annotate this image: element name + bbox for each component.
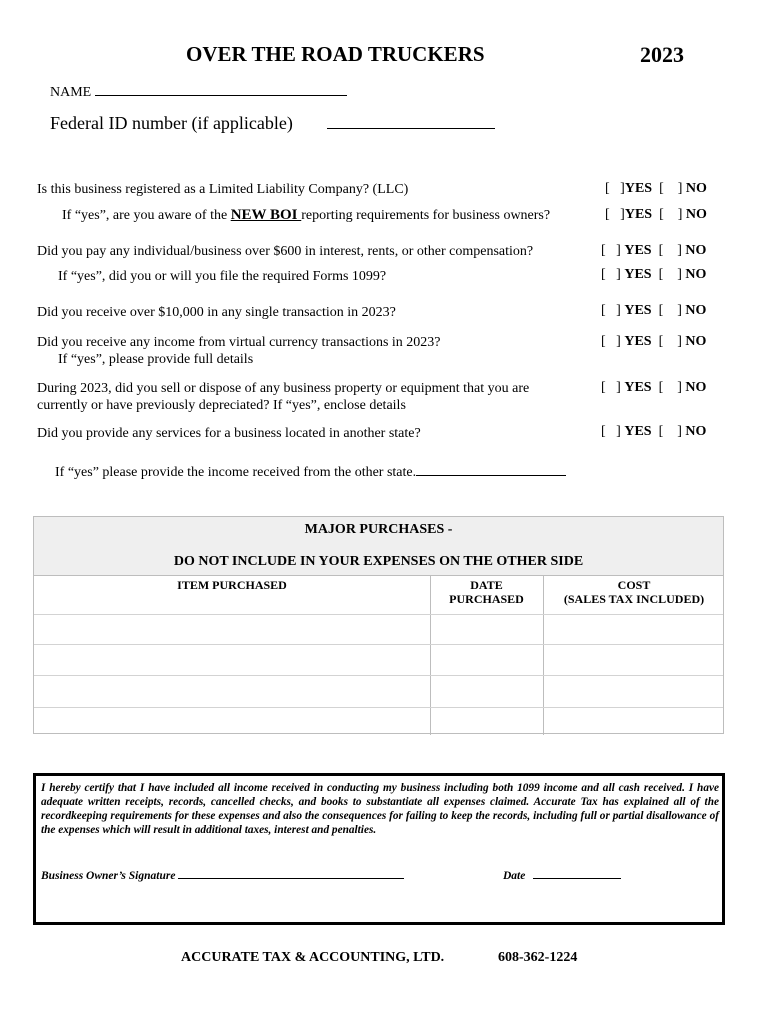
federal-id-field	[50, 111, 495, 134]
yesno-llc[interactable]: [ ]YES [ ] NO	[605, 181, 707, 196]
certification-box	[33, 773, 725, 925]
name-field	[50, 81, 347, 101]
federal-id-label: Federal ID number (if applicable)	[50, 113, 293, 133]
col-cost: COST (SALES TAX INCLUDED)	[563, 578, 705, 606]
question-10000: Did you receive over $10,000 in any single transaction in 2023?	[37, 305, 396, 320]
question-boi-pre: If “yes”, are you aware of the	[62, 208, 231, 223]
federal-id-line[interactable]	[327, 111, 495, 129]
yesno-virtual-currency[interactable]: [ ] YES [ ] NO	[601, 334, 707, 349]
date-field	[503, 867, 621, 882]
question-1099: If “yes”, did you or will you file the required Forms 1099?	[58, 269, 387, 284]
question-boi-highlight: NEW BOI	[230, 207, 302, 223]
other-state-income-field	[55, 461, 566, 481]
certification-text: I hereby certify that I have included all income received in conducting my business including both 1099 income and all cash received. I have adequate written receipts, records, cancelled checks, and books to substantiate all expenses claimed. Accurate Tax has explained all of the recordkeeping requirements for these expenses and also the consequences for failing to keep the records, including full or partial disallowance of the expenses which will result in additional taxes, interest and penalties.	[41, 782, 719, 836]
question-virtual-currency-details: If “yes”, please provide full details	[58, 352, 254, 367]
date-line[interactable]	[533, 867, 621, 879]
column-divider	[543, 575, 544, 735]
signature-line[interactable]	[178, 867, 404, 879]
no-label: NO	[685, 243, 707, 258]
major-purchases-title: MAJOR PURCHASES -	[304, 522, 453, 537]
yesno-10000[interactable]: [ ] YES [ ] NO	[601, 303, 707, 318]
owner-signature-field	[41, 867, 404, 882]
no-label: NO	[685, 267, 707, 282]
yes-label: YES	[624, 334, 652, 349]
yes-label: YES	[624, 207, 653, 222]
signature-label: Business Owner’s Signature	[41, 870, 176, 882]
question-boi	[62, 207, 550, 224]
footer-phone: 608-362-1224	[498, 950, 578, 965]
col-item-purchased: ITEM PURCHASED	[177, 578, 287, 592]
yes-label: YES	[624, 424, 652, 439]
major-purchases-header	[34, 517, 723, 576]
row-divider	[34, 675, 723, 676]
row-divider	[34, 614, 723, 615]
other-state-income-line[interactable]	[416, 461, 566, 476]
question-property-sale: During 2023, did you sell or dispose of any business property or equipment that you are	[37, 381, 530, 396]
question-600: Did you pay any individual/business over $600 in interest, rents, or other compensation?	[37, 244, 534, 259]
row-divider	[34, 644, 723, 645]
yes-label: YES	[624, 267, 652, 282]
column-divider	[430, 575, 431, 735]
question-other-state: Did you provide any services for a business located in another state?	[37, 426, 421, 441]
other-state-income-label: If “yes” please provide the income received from the other state.	[55, 465, 417, 480]
yesno-boi[interactable]: [ ]YES [ ] NO	[605, 207, 707, 222]
yes-label: YES	[624, 181, 653, 196]
question-virtual-currency: Did you receive any income from virtual currency transactions in 2023?	[37, 335, 441, 350]
yes-label: YES	[624, 380, 652, 395]
name-label: NAME	[50, 85, 92, 100]
form-title: OVER THE ROAD TRUCKERS	[186, 42, 485, 66]
no-label: NO	[685, 303, 707, 318]
major-purchases-table	[33, 516, 724, 734]
col-date-purchased: DATE PURCHASED	[449, 578, 524, 606]
question-llc: Is this business registered as a Limited Liability Company? (LLC)	[37, 182, 409, 197]
no-label: NO	[685, 181, 707, 196]
no-label: NO	[685, 424, 707, 439]
yes-label: YES	[624, 243, 652, 258]
major-purchases-warning: DO NOT INCLUDE IN YOUR EXPENSES ON THE OTHER SIDE	[173, 554, 584, 569]
footer-company: ACCURATE TAX & ACCOUNTING, LTD.	[181, 950, 445, 965]
yesno-other-state[interactable]: [ ] YES [ ] NO	[601, 424, 707, 439]
yesno-property-sale[interactable]: [ ] YES [ ] NO	[601, 380, 707, 395]
yesno-600[interactable]: [ ] YES [ ] NO	[601, 243, 707, 258]
name-line[interactable]	[95, 81, 347, 96]
question-boi-post: reporting requirements for business owners?	[301, 208, 551, 223]
no-label: NO	[685, 380, 707, 395]
date-label: Date	[503, 870, 526, 882]
form-year: 2023	[640, 42, 684, 67]
yesno-1099[interactable]: [ ] YES [ ] NO	[601, 267, 707, 282]
question-property-sale-details: currently or have previously depreciated? If “yes”, enclose details	[37, 398, 406, 413]
yes-label: YES	[624, 303, 652, 318]
no-label: NO	[685, 334, 707, 349]
no-label: NO	[685, 207, 707, 222]
row-divider	[34, 707, 723, 708]
